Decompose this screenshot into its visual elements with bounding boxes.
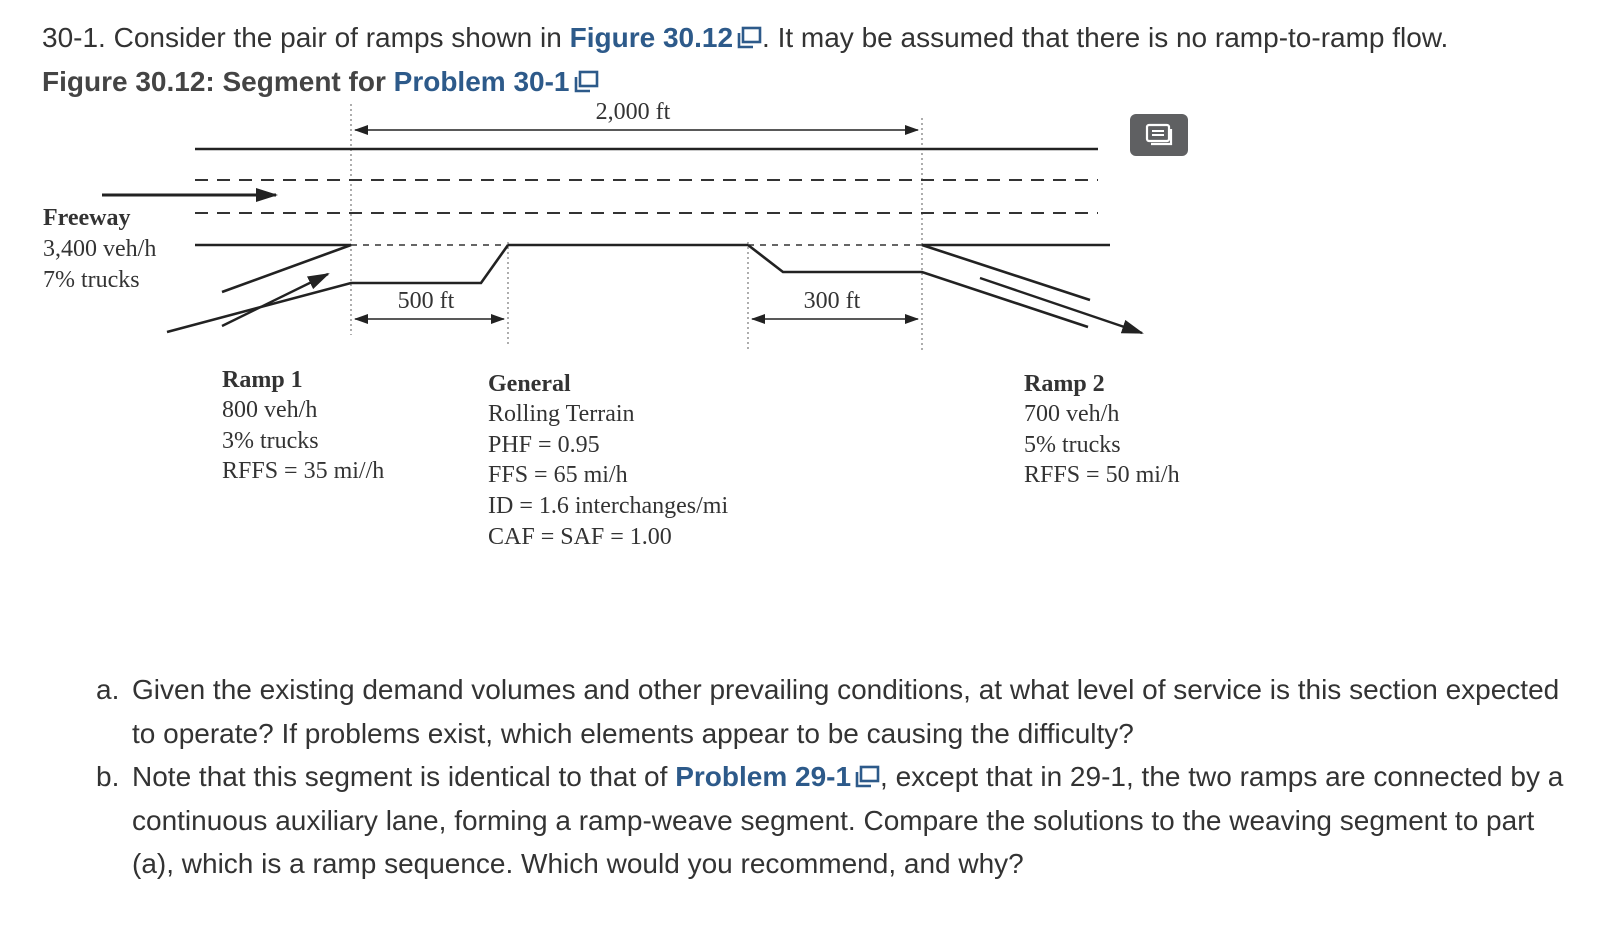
problem-29-1-link[interactable]: Problem 29-1 xyxy=(675,761,880,792)
expand-image-icon xyxy=(1145,123,1173,147)
figure-link[interactable]: Figure 30.12 xyxy=(570,22,762,53)
freeway-volume: 3,400 veh/h xyxy=(43,236,157,262)
freeway-trucks: 7% trucks xyxy=(43,267,140,293)
ramp2-title: Ramp 2 xyxy=(1024,371,1105,397)
ramp1-trucks: 3% trucks xyxy=(222,428,319,454)
general-title: General xyxy=(488,371,571,397)
question-text-end: , except that in 29-1, the two ramps are connected by a continuous auxiliary lane, forming a ramp-weave segment. Compare the solutions to the weaving segment to part (a), which is a ramp sequence. Which would you recommend, and why? xyxy=(132,761,1564,879)
problem-statement xyxy=(42,18,1602,58)
label-2000ft: 2,000 ft xyxy=(595,100,671,125)
ramp1-title: Ramp 1 xyxy=(222,367,303,393)
ramp1-rffs: RFFS = 35 mi//h xyxy=(222,458,385,484)
popup-icon xyxy=(573,70,599,94)
general-label xyxy=(488,371,728,550)
ramp2-arrow xyxy=(980,278,1142,333)
question-a xyxy=(96,668,1572,755)
general-caf: CAF = SAF = 1.00 xyxy=(488,524,672,550)
popup-icon xyxy=(854,765,880,789)
ramp2-volume: 700 veh/h xyxy=(1024,401,1120,427)
question-text: Given the existing demand volumes and other prevailing conditions, at what level of service is this section expected to operate? If problems exist, which elements appear to be causing the difficulty? xyxy=(132,674,1560,749)
general-terrain: Rolling Terrain xyxy=(488,401,635,427)
ramp1-arrow xyxy=(222,274,328,326)
question-text-start: Note that this segment is identical to that of xyxy=(132,761,676,792)
question-b xyxy=(96,755,1572,886)
ramp2-outer-edge xyxy=(748,245,1088,327)
freeway-title: Freeway xyxy=(43,205,131,231)
problem-link[interactable]: Problem 30-1 xyxy=(394,66,599,97)
ramp2-label xyxy=(1024,371,1180,488)
segment-diagram xyxy=(0,100,1300,560)
label-300ft: 300 ft xyxy=(803,288,861,314)
label-500ft: 500 ft xyxy=(397,288,455,314)
general-id: ID = 1.6 interchanges/mi xyxy=(488,493,729,519)
popup-icon xyxy=(736,26,762,50)
general-ffs: FFS = 65 mi/h xyxy=(488,462,628,488)
ramp1-inner-edge xyxy=(222,245,351,292)
general-phf: PHF = 0.95 xyxy=(488,432,600,458)
question-marker: a. xyxy=(96,674,120,705)
ramp1-label xyxy=(222,367,384,484)
ramp1-volume: 800 veh/h xyxy=(222,397,318,423)
ramp2-rffs: RFFS = 50 mi/h xyxy=(1024,462,1180,488)
question-marker: b. xyxy=(96,761,120,792)
ramp2-trucks: 5% trucks xyxy=(1024,432,1121,458)
problem-intro-text: 30-1. Consider the pair of ramps shown in xyxy=(42,22,570,53)
expand-image-button[interactable] xyxy=(1130,114,1188,156)
figure-caption: Figure 30.12: Segment for Problem 30-1 xyxy=(42,62,599,102)
ramp2-inner-edge xyxy=(922,245,1090,300)
freeway-label xyxy=(43,205,156,293)
problem-intro-end: . It may be assumed that there is no ramp-to-ramp flow. xyxy=(762,22,1449,53)
question-list xyxy=(96,668,1572,886)
